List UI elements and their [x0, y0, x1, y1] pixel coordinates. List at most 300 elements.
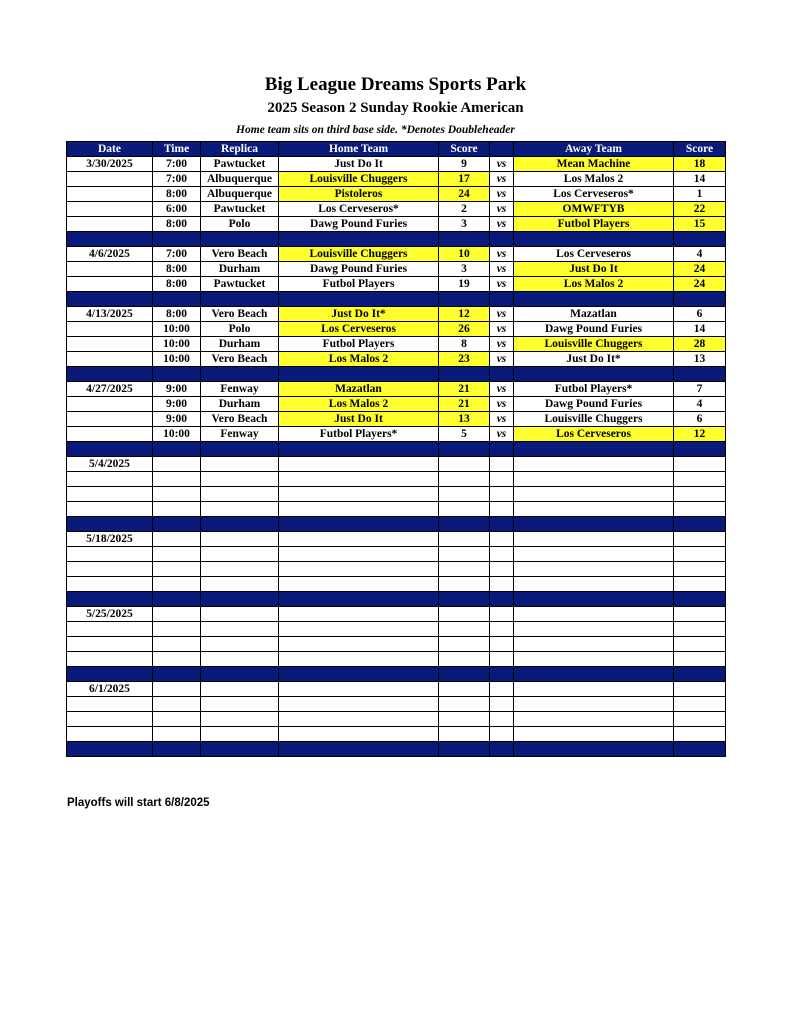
replica-cell	[201, 577, 279, 592]
separator-cell	[67, 742, 153, 757]
separator-cell	[514, 442, 674, 457]
replica-cell: Albuquerque	[201, 172, 279, 187]
vs-cell: vs	[490, 397, 514, 412]
away-team-cell: Los Malos 2	[514, 172, 674, 187]
date-cell	[67, 487, 153, 502]
replica-cell	[201, 457, 279, 472]
away-score-cell: 14	[674, 172, 726, 187]
date-cell	[67, 727, 153, 742]
away-team-cell: Mean Machine	[514, 157, 674, 172]
table-row	[67, 157, 726, 172]
week-separator	[67, 292, 726, 307]
home-team-cell: Louisville Chuggers	[279, 172, 439, 187]
away-team-cell: Los Malos 2	[514, 277, 674, 292]
home-team-cell: Los Malos 2	[279, 352, 439, 367]
away-score-cell: 28	[674, 337, 726, 352]
week-separator	[67, 667, 726, 682]
away-score-cell	[674, 457, 726, 472]
home-team-cell	[279, 607, 439, 622]
away-score-cell	[674, 577, 726, 592]
away-score-cell: 6	[674, 307, 726, 322]
away-score-cell	[674, 697, 726, 712]
home-score-cell	[439, 472, 490, 487]
week-separator	[67, 592, 726, 607]
vs-cell: vs	[490, 337, 514, 352]
table-row	[67, 727, 726, 742]
time-cell	[153, 652, 201, 667]
table-row	[67, 457, 726, 472]
date-cell	[67, 427, 153, 442]
time-cell: 7:00	[153, 172, 201, 187]
time-cell: 9:00	[153, 397, 201, 412]
away-score-cell: 13	[674, 352, 726, 367]
separator-cell	[279, 367, 439, 382]
separator-cell	[153, 442, 201, 457]
away-score-cell: 15	[674, 217, 726, 232]
vs-cell	[490, 712, 514, 727]
replica-cell	[201, 622, 279, 637]
home-team-cell: Los Cerveseros*	[279, 202, 439, 217]
column-header: Home Team	[279, 142, 439, 157]
separator-cell	[279, 517, 439, 532]
separator-cell	[153, 292, 201, 307]
replica-cell: Polo	[201, 322, 279, 337]
vs-cell	[490, 562, 514, 577]
vs-cell	[490, 622, 514, 637]
away-score-cell	[674, 727, 726, 742]
home-team-cell: Futbol Players*	[279, 427, 439, 442]
separator-cell	[490, 592, 514, 607]
date-cell	[67, 337, 153, 352]
separator-cell	[67, 232, 153, 247]
separator-cell	[279, 292, 439, 307]
home-score-cell	[439, 727, 490, 742]
time-cell: 8:00	[153, 217, 201, 232]
home-team-cell	[279, 547, 439, 562]
date-cell	[67, 352, 153, 367]
table-row	[67, 652, 726, 667]
date-cell	[67, 322, 153, 337]
home-score-cell: 24	[439, 187, 490, 202]
away-score-cell	[674, 607, 726, 622]
separator-cell	[490, 442, 514, 457]
separator-cell	[439, 742, 490, 757]
table-row	[67, 172, 726, 187]
away-score-cell: 22	[674, 202, 726, 217]
table-row	[67, 217, 726, 232]
separator-cell	[201, 667, 279, 682]
home-team-cell: Futbol Players	[279, 337, 439, 352]
separator-cell	[67, 292, 153, 307]
time-cell	[153, 547, 201, 562]
vs-cell	[490, 502, 514, 517]
vs-cell	[490, 547, 514, 562]
away-team-cell: Louisville Chuggers	[514, 337, 674, 352]
table-row	[67, 502, 726, 517]
home-team-cell	[279, 457, 439, 472]
home-score-cell: 21	[439, 382, 490, 397]
home-score-cell: 26	[439, 322, 490, 337]
away-score-cell	[674, 652, 726, 667]
vs-cell	[490, 577, 514, 592]
date-cell: 4/6/2025	[67, 247, 153, 262]
vs-cell: vs	[490, 412, 514, 427]
replica-cell	[201, 562, 279, 577]
table-row	[67, 562, 726, 577]
away-team-cell: Mazatlan	[514, 307, 674, 322]
time-cell	[153, 502, 201, 517]
away-team-cell: Just Do It*	[514, 352, 674, 367]
away-team-cell	[514, 547, 674, 562]
home-score-cell	[439, 607, 490, 622]
away-team-cell	[514, 457, 674, 472]
away-score-cell	[674, 637, 726, 652]
date-cell: 4/13/2025	[67, 307, 153, 322]
home-team-cell	[279, 532, 439, 547]
table-row	[67, 202, 726, 217]
away-team-cell	[514, 472, 674, 487]
table-row	[67, 532, 726, 547]
home-team-cell	[279, 562, 439, 577]
home-team-cell	[279, 487, 439, 502]
vs-cell: vs	[490, 322, 514, 337]
home-team-cell: Just Do It	[279, 412, 439, 427]
separator-cell	[674, 292, 726, 307]
away-team-cell: Dawg Pound Furies	[514, 322, 674, 337]
home-score-cell	[439, 562, 490, 577]
page-title: Big League Dreams Sports Park	[264, 74, 527, 95]
home-score-cell: 9	[439, 157, 490, 172]
vs-cell	[490, 727, 514, 742]
date-cell	[67, 472, 153, 487]
table-row	[67, 607, 726, 622]
date-cell	[67, 187, 153, 202]
table-row	[67, 322, 726, 337]
replica-cell: Durham	[201, 337, 279, 352]
column-header	[490, 142, 514, 157]
separator-cell	[201, 292, 279, 307]
separator-cell	[674, 592, 726, 607]
time-cell	[153, 682, 201, 697]
time-cell: 9:00	[153, 412, 201, 427]
vs-cell	[490, 697, 514, 712]
away-team-cell	[514, 577, 674, 592]
home-score-cell: 5	[439, 427, 490, 442]
date-cell	[67, 202, 153, 217]
home-team-cell: Just Do It*	[279, 307, 439, 322]
table-row	[67, 187, 726, 202]
separator-cell	[490, 517, 514, 532]
separator-cell	[674, 442, 726, 457]
home-team-cell	[279, 622, 439, 637]
away-team-cell: Los Cerveseros*	[514, 187, 674, 202]
vs-cell	[490, 637, 514, 652]
vs-cell	[490, 607, 514, 622]
separator-cell	[439, 442, 490, 457]
vs-cell: vs	[490, 352, 514, 367]
vs-cell: vs	[490, 172, 514, 187]
away-team-cell: Los Cerveseros	[514, 247, 674, 262]
separator-cell	[514, 517, 674, 532]
separator-cell	[153, 667, 201, 682]
date-cell	[67, 412, 153, 427]
home-score-cell: 19	[439, 277, 490, 292]
separator-cell	[674, 367, 726, 382]
away-team-cell	[514, 532, 674, 547]
replica-cell	[201, 697, 279, 712]
replica-cell: Pawtucket	[201, 277, 279, 292]
home-score-cell: 21	[439, 397, 490, 412]
home-score-cell	[439, 682, 490, 697]
home-score-cell: 17	[439, 172, 490, 187]
separator-cell	[674, 517, 726, 532]
separator-cell	[279, 592, 439, 607]
separator-cell	[279, 442, 439, 457]
date-cell: 6/1/2025	[67, 682, 153, 697]
home-team-cell	[279, 472, 439, 487]
separator-cell	[439, 367, 490, 382]
time-cell: 10:00	[153, 337, 201, 352]
table-row	[67, 352, 726, 367]
separator-cell	[514, 742, 674, 757]
home-score-cell: 3	[439, 262, 490, 277]
away-score-cell: 6	[674, 412, 726, 427]
home-score-cell: 23	[439, 352, 490, 367]
separator-cell	[67, 667, 153, 682]
replica-cell: Vero Beach	[201, 307, 279, 322]
separator-cell	[490, 292, 514, 307]
table-row	[67, 547, 726, 562]
separator-cell	[674, 667, 726, 682]
date-cell	[67, 577, 153, 592]
vs-cell: vs	[490, 202, 514, 217]
replica-cell	[201, 682, 279, 697]
away-score-cell: 24	[674, 262, 726, 277]
replica-cell	[201, 487, 279, 502]
home-score-cell	[439, 487, 490, 502]
home-team-cell	[279, 502, 439, 517]
home-score-cell	[439, 502, 490, 517]
away-team-cell	[514, 637, 674, 652]
vs-cell	[490, 682, 514, 697]
away-team-cell	[514, 652, 674, 667]
separator-cell	[153, 232, 201, 247]
separator-cell	[674, 232, 726, 247]
away-score-cell	[674, 502, 726, 517]
away-team-cell	[514, 607, 674, 622]
time-cell: 8:00	[153, 187, 201, 202]
home-team-cell	[279, 652, 439, 667]
home-score-cell: 8	[439, 337, 490, 352]
time-cell	[153, 727, 201, 742]
home-score-cell	[439, 652, 490, 667]
separator-cell	[67, 592, 153, 607]
separator-cell	[490, 367, 514, 382]
home-team-cell: Pistoleros	[279, 187, 439, 202]
time-cell	[153, 532, 201, 547]
separator-cell	[201, 367, 279, 382]
away-team-cell	[514, 622, 674, 637]
away-team-cell	[514, 487, 674, 502]
separator-cell	[67, 367, 153, 382]
time-cell	[153, 562, 201, 577]
away-team-cell	[514, 682, 674, 697]
away-score-cell	[674, 472, 726, 487]
separator-cell	[514, 292, 674, 307]
separator-cell	[514, 667, 674, 682]
table-header-row	[67, 142, 726, 157]
vs-cell: vs	[490, 277, 514, 292]
replica-cell	[201, 547, 279, 562]
column-header: Time	[153, 142, 201, 157]
away-team-cell	[514, 712, 674, 727]
time-cell	[153, 487, 201, 502]
column-header: Score	[439, 142, 490, 157]
time-cell	[153, 697, 201, 712]
away-team-cell	[514, 727, 674, 742]
date-cell: 3/30/2025	[67, 157, 153, 172]
vs-cell: vs	[490, 187, 514, 202]
table-row	[67, 487, 726, 502]
away-score-cell: 14	[674, 322, 726, 337]
separator-cell	[439, 292, 490, 307]
time-cell: 10:00	[153, 322, 201, 337]
away-score-cell: 12	[674, 427, 726, 442]
home-team-cell	[279, 637, 439, 652]
home-score-cell: 13	[439, 412, 490, 427]
separator-cell	[490, 667, 514, 682]
vs-cell: vs	[490, 217, 514, 232]
home-team-cell	[279, 577, 439, 592]
replica-cell: Pawtucket	[201, 202, 279, 217]
table-row	[67, 337, 726, 352]
replica-cell: Durham	[201, 397, 279, 412]
schedule-table	[66, 141, 726, 757]
time-cell: 8:00	[153, 277, 201, 292]
replica-cell	[201, 727, 279, 742]
replica-cell	[201, 712, 279, 727]
away-team-cell: Futbol Players*	[514, 382, 674, 397]
replica-cell: Vero Beach	[201, 247, 279, 262]
date-cell	[67, 697, 153, 712]
time-cell: 10:00	[153, 427, 201, 442]
vs-cell: vs	[490, 427, 514, 442]
away-team-cell: OMWFTYB	[514, 202, 674, 217]
time-cell: 7:00	[153, 157, 201, 172]
away-score-cell	[674, 487, 726, 502]
separator-cell	[67, 442, 153, 457]
home-score-cell	[439, 547, 490, 562]
replica-cell: Durham	[201, 262, 279, 277]
separator-cell	[279, 232, 439, 247]
date-cell: 4/27/2025	[67, 382, 153, 397]
table-row	[67, 307, 726, 322]
date-cell: 5/25/2025	[67, 607, 153, 622]
away-team-cell	[514, 502, 674, 517]
time-cell	[153, 712, 201, 727]
separator-cell	[439, 517, 490, 532]
table-row	[67, 247, 726, 262]
replica-cell	[201, 652, 279, 667]
away-team-cell: Futbol Players	[514, 217, 674, 232]
separator-cell	[153, 742, 201, 757]
away-score-cell: 7	[674, 382, 726, 397]
table-row	[67, 697, 726, 712]
replica-cell: Polo	[201, 217, 279, 232]
time-cell: 9:00	[153, 382, 201, 397]
home-team-cell	[279, 712, 439, 727]
week-separator	[67, 442, 726, 457]
home-score-cell: 3	[439, 217, 490, 232]
away-team-cell: Los Cerveseros	[514, 427, 674, 442]
home-team-cell	[279, 682, 439, 697]
away-score-cell	[674, 682, 726, 697]
date-cell	[67, 652, 153, 667]
away-team-cell: Louisville Chuggers	[514, 412, 674, 427]
table-row	[67, 472, 726, 487]
separator-cell	[153, 517, 201, 532]
home-score-cell: 10	[439, 247, 490, 262]
vs-cell	[490, 472, 514, 487]
date-cell	[67, 277, 153, 292]
table-row	[67, 712, 726, 727]
home-score-cell	[439, 697, 490, 712]
separator-cell	[439, 592, 490, 607]
separator-cell	[279, 667, 439, 682]
table-row	[67, 427, 726, 442]
replica-cell	[201, 607, 279, 622]
separator-cell	[514, 232, 674, 247]
away-team-cell: Dawg Pound Furies	[514, 397, 674, 412]
column-header: Date	[67, 142, 153, 157]
table-row	[67, 577, 726, 592]
vs-cell: vs	[490, 247, 514, 262]
time-cell	[153, 457, 201, 472]
vs-cell: vs	[490, 307, 514, 322]
table-row	[67, 412, 726, 427]
vs-cell: vs	[490, 262, 514, 277]
home-team-cell	[279, 727, 439, 742]
time-cell	[153, 607, 201, 622]
separator-cell	[439, 667, 490, 682]
date-cell	[67, 262, 153, 277]
week-separator	[67, 232, 726, 247]
table-row	[67, 262, 726, 277]
away-score-cell	[674, 532, 726, 547]
home-team-cell: Just Do It	[279, 157, 439, 172]
separator-cell	[490, 232, 514, 247]
away-team-cell: Just Do It	[514, 262, 674, 277]
time-cell: 10:00	[153, 352, 201, 367]
replica-cell	[201, 502, 279, 517]
time-cell	[153, 472, 201, 487]
date-cell	[67, 712, 153, 727]
schedule-body	[67, 157, 726, 757]
separator-cell	[201, 442, 279, 457]
separator-cell	[514, 592, 674, 607]
replica-cell: Albuquerque	[201, 187, 279, 202]
home-team-cell: Los Cerveseros	[279, 322, 439, 337]
home-team-cell: Futbol Players	[279, 277, 439, 292]
separator-cell	[153, 592, 201, 607]
home-score-cell: 2	[439, 202, 490, 217]
time-cell	[153, 637, 201, 652]
home-team-cell: Louisville Chuggers	[279, 247, 439, 262]
date-cell	[67, 172, 153, 187]
away-score-cell: 1	[674, 187, 726, 202]
time-cell: 7:00	[153, 247, 201, 262]
column-header: Replica	[201, 142, 279, 157]
